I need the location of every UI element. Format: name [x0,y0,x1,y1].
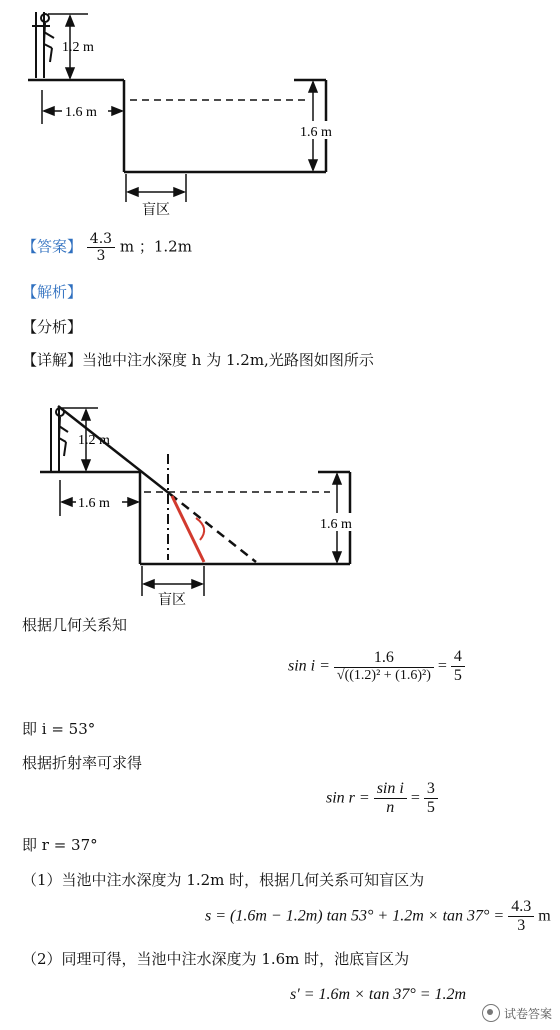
answer-denominator: 3 [96,248,106,264]
watermark-text: 试卷答案 [503,1006,552,1021]
eq1-denominator: √((1.2)² + (1.6)²) [336,668,431,683]
equation-sin-r [326,780,438,817]
eq1-equals: = [437,657,447,675]
height-label-2: 1.2 m [78,433,110,448]
eq2-equals: = [410,789,420,807]
eq3-fraction [508,898,534,935]
eq1-result-den: 5 [453,667,462,684]
depth-label-1: 1.6 m [300,125,332,140]
eq3-numerator: 4.3 [508,898,534,917]
eq2-numerator: sin i [374,780,407,799]
answer-numerator: 4.3 [87,231,115,248]
fenxi-tag: 【分析】 [22,318,83,336]
equation-sin-i [288,648,465,685]
height-label-1: 1.2 m [62,40,94,55]
eq2-result [424,780,438,817]
detail-text: 当池中注水深度 h 为 1.2m,光路图如图所示 [82,351,374,369]
answer-line [22,231,192,264]
eq2-denominator: n [386,799,395,816]
equation-s-prime: s′ = 1.6m × tan 37° = 1.2m [290,986,467,1003]
detail-line [22,349,374,370]
width-label-2: 1.6 m [78,496,110,511]
eq2-fraction [374,780,407,817]
pool-diagram-1 [28,6,368,221]
answer-rest: m ；1.2m [119,237,192,256]
eq2-result-den: 5 [426,799,435,816]
blind-label-1: 盲区 [142,203,170,218]
eq3-lhs: s = (1.6m − 1.2m) tan 53° + 1.2m × tan 37° = [205,907,505,925]
watermark-icon [482,1004,500,1022]
eq1-result [451,648,465,685]
answer-tag: 【答案】 [22,237,83,256]
width-label-1: 1.6 m [65,105,97,120]
part1-text: （1）当池中注水深度为 1.2m 时，根据几何关系可知盲区为 [22,871,425,889]
eq1-result-num: 4 [451,648,465,667]
eq1-fraction [334,649,434,684]
blind-label-2: 盲区 [158,593,186,608]
detail-tag: 【详解】 [22,351,83,369]
i-result: 即 i = 53° [22,720,96,738]
jiexi-tag: 【解析】 [22,283,83,301]
geo-text: 根据几何关系知 [22,616,128,634]
eq1-numerator: 1.6 [334,649,434,668]
r-result: 即 r = 37° [22,836,98,854]
answer-fraction [87,231,115,264]
light-path-diagram [40,400,370,608]
eq3-unit: m [538,907,551,925]
eq2-result-num: 3 [424,780,438,799]
person-figure [32,12,54,78]
watermark [482,1004,552,1022]
eq3-denominator: 3 [517,917,526,934]
equation-s [205,898,551,935]
part2-text: （2）同理可得，当池中注水深度为 1.6m 时，池底盲区为 [22,950,410,968]
refraction-text: 根据折射率可求得 [22,754,143,772]
eq1-lhs: sin i = [288,657,330,675]
depth-label-2: 1.6 m [320,517,352,532]
eq2-lhs: sin r = [326,789,370,807]
